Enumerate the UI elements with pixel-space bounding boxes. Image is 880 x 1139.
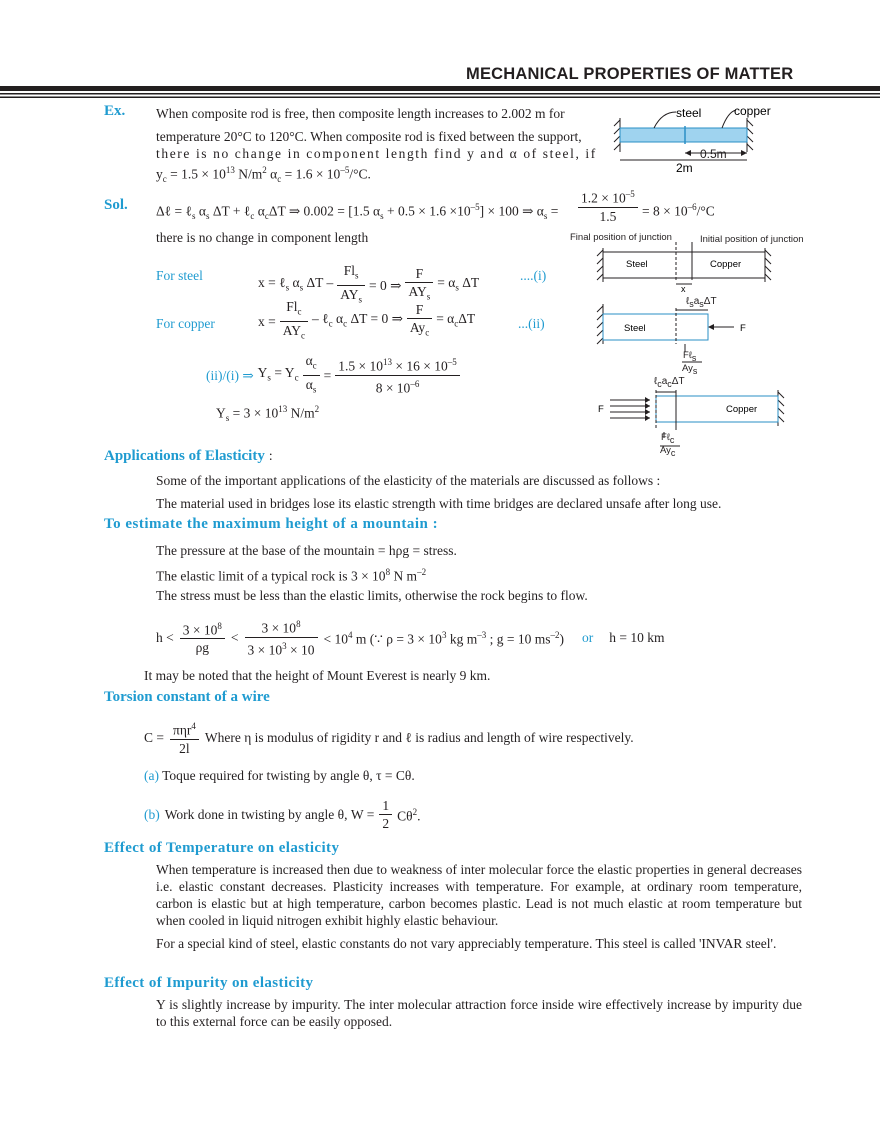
copper-equation bbox=[258, 298, 475, 344]
torsion-b-text: Work done in twisting by angle θ, W = bbox=[164, 807, 375, 822]
mountain-lt: < bbox=[230, 629, 239, 645]
eq1-numerator: $1.2 \times 10^{-5}$ bbox=[578, 186, 638, 208]
applications-heading: Applications of Elasticity : bbox=[104, 448, 273, 464]
diag-lc-ac-dt: $\ell_ca_c\Delta T$ bbox=[654, 376, 685, 389]
fig-total-length: 2m bbox=[676, 161, 693, 175]
ys-result: $Y_s = 3 \times 10^{13}$ $N/m^2$ bbox=[216, 404, 320, 424]
torsion-b-den: 2 bbox=[382, 816, 390, 831]
mountain-frac2-den: $3 \times 10^3 \times 10$ bbox=[247, 640, 315, 657]
composite-rod-figure bbox=[612, 100, 782, 178]
copper-eq-b: – ℓ$_c$ $\alpha_c$ ΔT = 0 ⇒ bbox=[312, 310, 403, 329]
ratio-frac-num: $\alpha_c$ bbox=[303, 352, 320, 376]
temperature-p2: For a special kind of steel, elastic constants do not vary appreciably temperature. This steel is called 'INVAR steel'. bbox=[156, 936, 777, 951]
mountain-frac1-den: ρg bbox=[195, 640, 210, 656]
temperature-p1: When temperature is increased then due to weakness of inter molecular force the elastic properties in general decreases i.e. elastic constant decreases. Plasticity increases with temperature. For example, at ordinary room temperature, carbon is elastic but at high temperature, carbon becomes plastic. Lead is not much elastic at room temperature but when cooled in liquid nitrogen exhibit highly elastic behaviour. bbox=[156, 862, 802, 928]
torsion-c-num: πηr$^4$ bbox=[170, 718, 199, 740]
mountain-p3: The stress must be less than the elastic limits, otherwise the rock begins to flow. bbox=[156, 588, 588, 603]
diag-steel-top: Steel bbox=[626, 259, 648, 270]
diag-f-copper: F bbox=[598, 404, 604, 415]
torsion-b-label: (b) bbox=[144, 807, 160, 822]
torsion-c-desc: Where η is modulus of rigidity r and ℓ is radius and length of wire respectively. bbox=[204, 729, 634, 745]
page-header-title: MECHANICAL PROPERTIES OF MATTER bbox=[466, 65, 794, 83]
ratio-eq-a: $Y_s = Y_c$ bbox=[257, 364, 299, 383]
steel-tag: ....(i) bbox=[520, 268, 547, 283]
copper-frac1-den: $AY_c$ bbox=[282, 322, 306, 341]
fig-copper-label: copper bbox=[734, 104, 771, 118]
example-line-3: there is no change in component length find y and α of steel, if bbox=[156, 146, 597, 161]
copper-frac2-den: $Ay_c$ bbox=[409, 319, 430, 338]
ratio-equation: (ii)/(i) ⇒ $Y_s = Y_c$ $\frac{\alpha_c}{\alpha_s}$ = $\frac{1.5 \times 10^{13} \times 16 \times 10^{-5}}{8 \times 10^{-6}}$ bbox=[206, 352, 460, 398]
ratio-big-den: $8 \times 10^{-6}$ bbox=[375, 378, 420, 396]
steel-eq-c: = $\alpha_s$ ΔT bbox=[437, 274, 480, 293]
diag-x: x bbox=[681, 284, 686, 294]
torsion-c-den: 2l bbox=[179, 740, 190, 756]
copper-eq-a: x = bbox=[258, 313, 276, 329]
diag-steel-mid: Steel bbox=[624, 323, 646, 334]
for-copper-label: For copper bbox=[156, 316, 215, 331]
ratio-big-num: $1.5 \times 10^{13} \times 16 \times 10^{-5}$ bbox=[335, 354, 459, 376]
copper-frac1-num: $Fl_c$ bbox=[280, 298, 308, 322]
steel-eq-a: x = ℓ$_s$ $\alpha_s$ ΔT – bbox=[258, 274, 334, 293]
mountain-heading: To estimate the maximum height of a mountain : bbox=[104, 516, 439, 532]
diag-copper-bottom: Copper bbox=[726, 404, 758, 415]
fig-half-length: 0.5m bbox=[700, 147, 727, 161]
diag-f-ls-den: $Ay_s$ bbox=[682, 362, 698, 376]
torsion-equation bbox=[144, 718, 634, 757]
torsion-b bbox=[144, 797, 420, 832]
for-steel-label: For steel bbox=[156, 268, 203, 283]
diag-f-ls-num: Fℓ$_s$ bbox=[683, 350, 697, 363]
example-line-4: $y_c = 1.5 \times 10^{13}$ $N/m^2$ $\alpha_c = 1.6 \times 10^{-5}/^\circ C$. bbox=[156, 165, 371, 185]
mountain-frac1-num: $3 \times 10^8$ bbox=[180, 618, 225, 640]
diag-ls-as-dt: $\ell_sa_s\Delta T$ bbox=[686, 296, 717, 309]
example-label: Ex. bbox=[104, 103, 126, 119]
diag-initial-junction: Initial position of junction bbox=[700, 234, 804, 245]
copper-frac2-num: F bbox=[407, 301, 432, 319]
example-line-2: temperature 20°C to 120°C. When composite rod is fixed between the support, bbox=[156, 129, 582, 144]
diag-final-junction: Final position of junction bbox=[570, 232, 672, 243]
diag-copper-top: Copper bbox=[710, 259, 742, 270]
diag-f-lc-num: Fℓ$_c$ bbox=[661, 432, 675, 445]
mountain-equation bbox=[156, 616, 664, 658]
fig-steel-label: steel bbox=[676, 106, 702, 120]
solution-label: Sol. bbox=[104, 197, 128, 213]
ratio-label: (ii)/(i) ⇒ bbox=[206, 367, 254, 383]
impurity-heading: Effect of Impurity on elasticity bbox=[104, 975, 314, 991]
mountain-h-lt: h < bbox=[156, 629, 174, 645]
mountain-note: It may be noted that the height of Mount Everest is nearly 9 km. bbox=[144, 668, 491, 683]
torsion-b-tail: $C\theta^2$. bbox=[397, 807, 421, 824]
torsion-b-num: 1 bbox=[379, 797, 392, 815]
steel-frac2-num: F bbox=[405, 265, 433, 283]
torsion-c-eq: C = bbox=[144, 729, 164, 745]
applications-p2: The material used in bridges lose its elastic strength with time bridges are declared unsafe after long use. bbox=[156, 496, 722, 511]
mountain-p1: The pressure at the base of the mountain = hρg = stress. bbox=[156, 543, 457, 558]
diag-f-ls-fraction bbox=[682, 350, 697, 376]
no-change-text: there is no change in component length bbox=[156, 230, 369, 245]
mountain-h-result: h = 10 km bbox=[609, 629, 665, 645]
solution-eq1: Δℓ = ℓ$_s$ $\alpha_s$ ΔT + ℓ$_c$ $\alpha_c\Delta T$ ⇒ 0.002 = [1.5 $\alpha_s + 0.5 \times 1.6 \times 10^{-5}] \times 100$ ⇒ $\alpha_s$ = bbox=[156, 202, 559, 222]
copper-eq-c: = $\alpha_c\Delta T$ bbox=[436, 310, 476, 329]
applications-p1: Some of the important applications of the elasticity of the materials are discussed as follows : bbox=[156, 473, 661, 488]
torsion-heading: Torsion constant of a wire bbox=[104, 689, 270, 705]
example-line-1: When composite rod is free, then composite length increases to 2.002 m for bbox=[156, 106, 565, 121]
copper-tag: ...(ii) bbox=[518, 316, 545, 331]
diag-f-lc-den: $Ay_c$ bbox=[660, 444, 676, 458]
mountain-p2: The elastic limit of a typical rock is $3 \times 10^8$ N $m^{-2}$ bbox=[156, 567, 427, 584]
solution-eq1-result: = $8 \times 10^{-6}/^\circ C$ bbox=[642, 202, 715, 219]
ratio-frac-den: $\alpha_s$ bbox=[305, 376, 317, 395]
eq1-denominator: 1.5 bbox=[599, 208, 617, 224]
steel-eq-b: = 0 ⇒ bbox=[369, 277, 402, 293]
mountain-or: or bbox=[581, 629, 594, 645]
diag-f-lc-fraction bbox=[660, 432, 675, 458]
mountain-frac2-num: $3 \times 10^8$ bbox=[245, 616, 318, 638]
steel-frac1-den: $AY_s$ bbox=[340, 286, 363, 305]
steel-frac1-num: $Fl_s$ bbox=[337, 262, 365, 286]
mountain-eq-tail: < $10^4$ m (∵ $\rho = 3 \times 10^3$ kg $m^{-3}$ ; g = 10 $ms^{-2}$) bbox=[323, 629, 564, 647]
diag-f-steel: F bbox=[740, 323, 746, 334]
impurity-p1: Y is slightly increase by impurity. The inter molecular attraction force inside wire effectively increase by impurity due to this external force can be easily opposed. bbox=[156, 997, 802, 1029]
temperature-heading: Effect of Temperature on elasticity bbox=[104, 840, 340, 856]
solution-eq1-fraction bbox=[578, 186, 638, 225]
torsion-a: (a) Toque required for twisting by angle θ, τ = Cθ. bbox=[144, 768, 415, 783]
steel-frac2-den: $AY_s$ bbox=[408, 283, 431, 302]
